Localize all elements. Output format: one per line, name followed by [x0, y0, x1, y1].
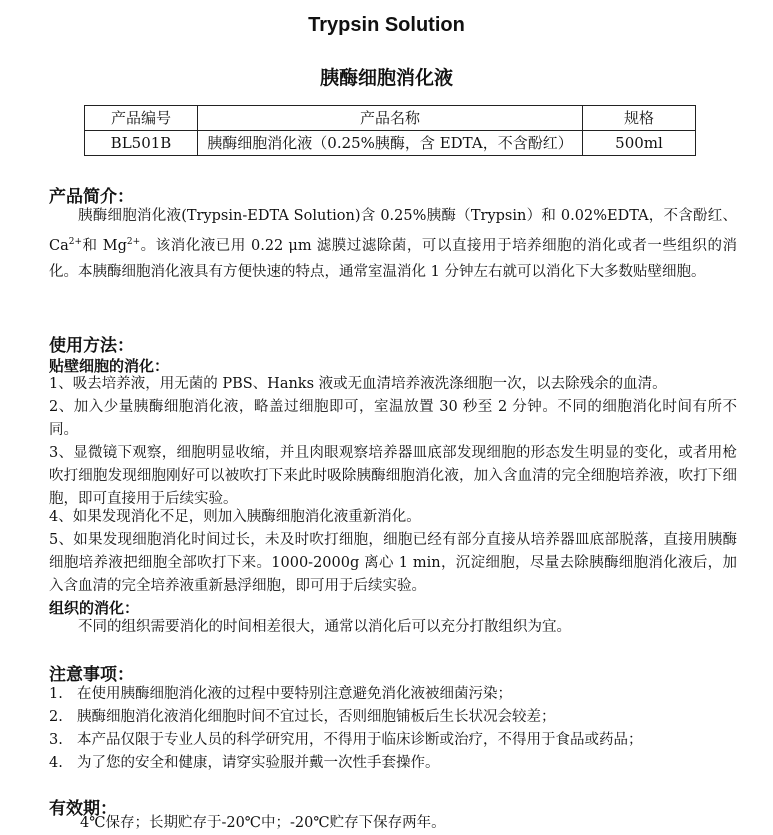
cell-product-code: BL501B — [85, 131, 198, 156]
cell-product-name: 胰酶细胞消化液（0.25%胰酶，含 EDTA，不含酚红） — [198, 131, 583, 156]
usage-step: 3、显微镜下观察，细胞明显收缩，并且肉眼观察培养器皿底部发现细胞的形态发生明显的变化，或者用枪吹打细胞发现细胞刚好可以被吹打下来此时吸除胰酶细胞消化液，加入含血清的完全细胞培养液，吹打下细胞，即可直接用于后续实验。 — [49, 445, 737, 507]
ca-superscript: 2+ — [68, 237, 83, 247]
usage-step: 5、如果发现细胞消化时间过长，未及时吹打细胞，细胞已经有部分直接从培养器皿底部脱落，直接用胰酶细胞培养液把细胞全部吹打下来。1000-2000g 离心 1 min，沉淀细胞，尽量去除胰酶细胞消化液后，加入含血清的完全培养液重新悬浮细胞，即可用于后续实验。 — [49, 532, 737, 594]
usage-step: 2、加入少量胰酶细胞消化液，略盖过细胞即可，室温放置 30 秒至 2 分钟。不同的细胞消化时间有所不同。 — [49, 399, 737, 438]
mg-superscript: 2+ — [126, 237, 141, 247]
note-number: 3. — [49, 732, 63, 748]
validity-heading: 有效期： — [49, 799, 117, 819]
intro-paragraph — [49, 203, 737, 285]
note-text: 本产品仅限于专业人员的科学研究用，不得用于临床诊断或治疗，不得用于食品或药品； — [77, 732, 643, 748]
cell-spec: 500ml — [583, 131, 696, 156]
header-product-code: 产品编号 — [85, 106, 198, 131]
document-title-cn: 胰酶细胞消化液 — [319, 67, 453, 89]
table-row — [85, 131, 696, 156]
note-number: 4. — [49, 755, 63, 771]
document-title-en: Trypsin Solution — [308, 14, 465, 36]
tissue-heading: 组织的消化： — [49, 599, 140, 617]
intro-heading: 产品简介： — [49, 187, 134, 207]
list-item — [49, 683, 739, 706]
header-product-name: 产品名称 — [198, 106, 583, 131]
validity-text: 4℃保存；长期贮存于-20℃中；-20℃贮存下保存两年。 — [80, 815, 446, 831]
note-text: 胰酶细胞消化液消化细胞时间不宜过长，否则细胞铺板后生长状况会较差； — [77, 709, 556, 725]
intro-text-a: 胰酶细胞消化液(Trypsin-EDTA Solution)含 0.25%胰酶（Trypsin）和 0.02%EDTA，不含酚红、Ca — [49, 208, 737, 254]
usage-step: 1、吸去培养液，用无菌的 PBS、Hanks 液或无血清培养液洗涤细胞一次，以去除残余的血清。 — [49, 376, 667, 392]
list-item — [49, 752, 739, 775]
notes-heading: 注意事项： — [49, 665, 134, 685]
header-spec: 规格 — [583, 106, 696, 131]
note-text: 在使用胰酶细胞消化液的过程中要特别注意避免消化液被细菌污染； — [77, 686, 512, 702]
list-item — [49, 729, 739, 752]
product-spec-table — [84, 105, 696, 156]
table-header-row — [85, 106, 696, 131]
tissue-paragraph: 不同的组织需要消化的时间相差很大，通常以消化后可以充分打散组织为宜。 — [78, 619, 571, 635]
adherent-heading: 贴壁细胞的消化： — [49, 357, 170, 375]
usage-heading: 使用方法： — [49, 336, 134, 356]
note-number: 1. — [49, 686, 63, 702]
intro-text-c: 。该消化液已用 0.22 μm 滤膜过滤除菌，可以直接用于培养细胞的消化或者一些组织的消化。本胰酶细胞消化液具有方便快速的特点，通常室温消化 1 分钟左右就可以消化下大多数贴壁细胞。 — [49, 237, 737, 280]
intro-text-b: 和 Mg — [82, 237, 127, 254]
note-text: 为了您的安全和健康，请穿实验服并戴一次性手套操作。 — [77, 755, 440, 771]
usage-step: 4、如果发现消化不足，则加入胰酶细胞消化液重新消化。 — [49, 509, 421, 525]
note-number: 2. — [49, 709, 63, 725]
list-item — [49, 706, 739, 729]
